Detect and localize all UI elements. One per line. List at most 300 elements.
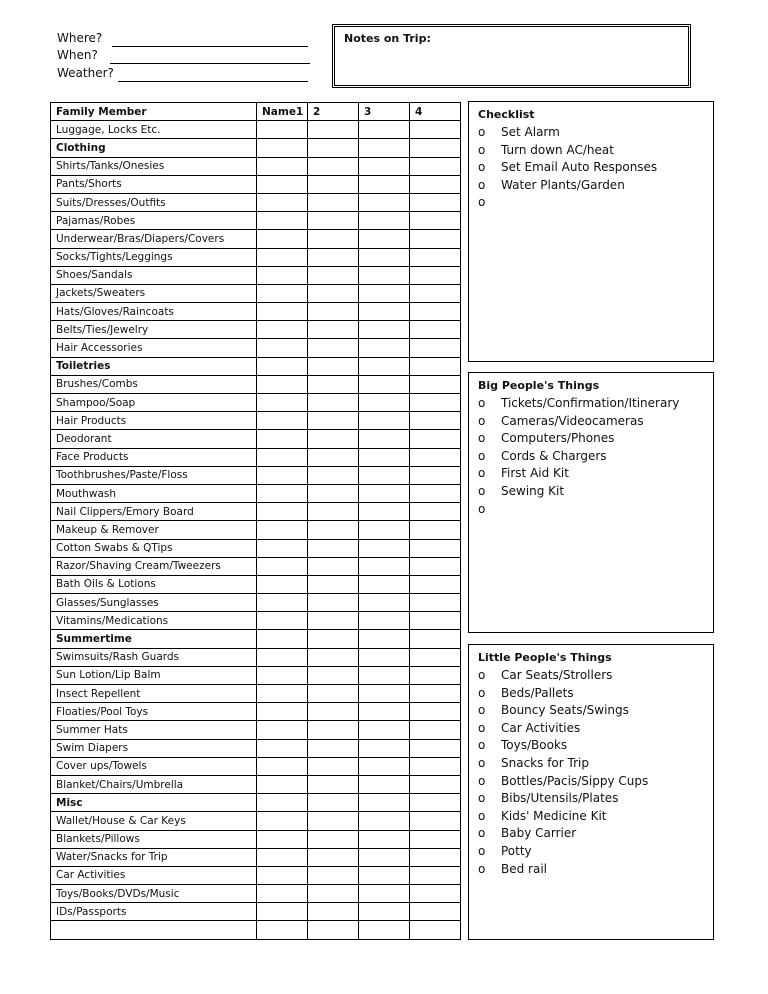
check-cell[interactable]	[308, 193, 359, 211]
item-label: Cotton Swabs & QTips	[51, 539, 257, 557]
check-cell[interactable]	[410, 339, 461, 357]
check-cell[interactable]	[257, 575, 308, 593]
list-item-label: Computers/Phones	[501, 431, 615, 446]
check-cell[interactable]	[359, 466, 410, 484]
check-cell[interactable]	[308, 794, 359, 812]
check-cell[interactable]	[257, 775, 308, 793]
check-cell[interactable]	[410, 866, 461, 884]
check-cell[interactable]	[257, 394, 308, 412]
check-cell[interactable]	[257, 612, 308, 630]
item-label: Underwear/Bras/Diapers/Covers	[51, 230, 257, 248]
check-cell[interactable]	[308, 848, 359, 866]
check-cell[interactable]	[257, 539, 308, 557]
list-item[interactable]	[478, 808, 713, 826]
check-cell[interactable]	[410, 666, 461, 684]
check-cell[interactable]	[308, 812, 359, 830]
check-cell[interactable]	[359, 830, 410, 848]
table-row	[51, 430, 461, 448]
table-row	[51, 775, 461, 793]
check-cell[interactable]	[257, 266, 308, 284]
notes-on-trip-box[interactable]	[332, 24, 691, 88]
check-cell[interactable]	[308, 357, 359, 375]
check-cell[interactable]	[257, 230, 308, 248]
list-item-label: Snacks for Trip	[501, 755, 589, 770]
list-item-label: Car Seats/Strollers	[501, 668, 613, 682]
bullet-icon: o	[478, 843, 486, 858]
list-item[interactable]	[478, 124, 713, 142]
check-cell[interactable]	[359, 630, 410, 648]
bullet-icon: o	[478, 720, 486, 735]
check-cell[interactable]	[308, 394, 359, 412]
check-cell[interactable]	[410, 775, 461, 793]
list-item[interactable]	[478, 501, 713, 519]
check-cell[interactable]	[359, 739, 410, 757]
check-cell[interactable]	[410, 739, 461, 757]
check-cell[interactable]	[410, 175, 461, 193]
check-cell[interactable]	[410, 484, 461, 502]
check-cell[interactable]	[410, 448, 461, 466]
check-cell[interactable]	[359, 121, 410, 139]
check-cell[interactable]	[359, 666, 410, 684]
list-item[interactable]	[478, 843, 713, 861]
item-label: Car Activities	[51, 866, 257, 884]
list-item[interactable]	[478, 177, 713, 195]
item-label: IDs/Passports	[51, 903, 257, 921]
where-line[interactable]	[112, 33, 308, 47]
check-cell[interactable]	[257, 357, 308, 375]
check-cell[interactable]	[257, 830, 308, 848]
item-label: Water/Snacks for Trip	[51, 848, 257, 866]
check-cell[interactable]	[410, 757, 461, 775]
check-cell[interactable]	[257, 466, 308, 484]
check-cell[interactable]	[359, 721, 410, 739]
check-cell[interactable]	[359, 266, 410, 284]
check-cell[interactable]	[359, 775, 410, 793]
check-cell[interactable]	[410, 721, 461, 739]
check-cell[interactable]	[359, 157, 410, 175]
check-cell[interactable]	[308, 739, 359, 757]
check-cell[interactable]	[308, 775, 359, 793]
check-cell[interactable]	[410, 248, 461, 266]
check-cell[interactable]	[359, 212, 410, 230]
check-cell[interactable]	[308, 175, 359, 193]
check-cell[interactable]	[257, 648, 308, 666]
list-item[interactable]	[478, 773, 713, 791]
check-cell[interactable]	[410, 121, 461, 139]
check-cell[interactable]	[410, 466, 461, 484]
check-cell[interactable]	[257, 721, 308, 739]
list-item-label: Turn down AC/heat	[501, 142, 614, 157]
list-item[interactable]	[478, 702, 713, 720]
check-cell[interactable]	[359, 412, 410, 430]
table-row	[51, 266, 461, 284]
list-item[interactable]	[478, 413, 713, 431]
check-cell[interactable]	[359, 648, 410, 666]
list-item[interactable]	[478, 825, 713, 843]
check-cell[interactable]	[308, 721, 359, 739]
check-cell[interactable]	[308, 448, 359, 466]
list-item-label: Sewing Kit	[501, 483, 565, 498]
check-cell[interactable]	[257, 321, 308, 339]
bullet-icon: o	[478, 466, 486, 481]
check-cell[interactable]	[359, 375, 410, 393]
where-field[interactable]	[57, 29, 310, 47]
check-cell[interactable]	[410, 685, 461, 703]
bullet-icon: o	[478, 861, 486, 876]
check-cell[interactable]	[359, 430, 410, 448]
table-row	[51, 539, 461, 557]
item-label: Glasses/Sunglasses	[51, 594, 257, 612]
trip-info-fields	[57, 29, 310, 82]
check-cell[interactable]	[257, 885, 308, 903]
check-cell[interactable]	[308, 339, 359, 357]
list-item-label: Cameras/Videocameras	[501, 413, 644, 428]
check-cell[interactable]	[410, 430, 461, 448]
check-cell[interactable]	[257, 739, 308, 757]
check-cell[interactable]	[308, 121, 359, 139]
check-cell[interactable]	[308, 666, 359, 684]
check-cell[interactable]	[308, 703, 359, 721]
check-cell[interactable]	[257, 703, 308, 721]
list-item[interactable]	[478, 720, 713, 738]
check-cell[interactable]	[308, 430, 359, 448]
check-cell[interactable]	[308, 885, 359, 903]
check-cell[interactable]	[308, 466, 359, 484]
check-cell[interactable]	[410, 648, 461, 666]
item-label: Pants/Shorts	[51, 175, 257, 193]
table-row	[51, 721, 461, 739]
list-item[interactable]	[478, 737, 713, 755]
check-cell[interactable]	[257, 630, 308, 648]
check-cell[interactable]	[257, 139, 308, 157]
check-cell[interactable]	[410, 303, 461, 321]
list-item[interactable]	[478, 395, 713, 413]
check-cell[interactable]	[308, 248, 359, 266]
table-row	[51, 739, 461, 757]
check-cell[interactable]	[308, 230, 359, 248]
item-label: Belts/Ties/Jewelry	[51, 321, 257, 339]
check-cell[interactable]	[410, 703, 461, 721]
weather-field[interactable]	[57, 64, 310, 82]
table-row	[51, 466, 461, 484]
check-cell[interactable]	[359, 685, 410, 703]
bullet-icon: o	[478, 177, 486, 192]
list-item-label: Bibs/Utensils/Plates	[501, 791, 619, 806]
check-cell[interactable]	[359, 284, 410, 302]
check-cell[interactable]	[359, 594, 410, 612]
check-cell[interactable]	[308, 575, 359, 593]
check-cell[interactable]	[257, 848, 308, 866]
check-cell[interactable]	[308, 539, 359, 557]
check-cell[interactable]	[359, 557, 410, 575]
check-cell[interactable]	[359, 866, 410, 884]
check-cell[interactable]	[308, 321, 359, 339]
check-cell[interactable]	[308, 757, 359, 775]
bullet-icon: o	[478, 501, 486, 516]
check-cell[interactable]	[359, 539, 410, 557]
check-cell[interactable]	[308, 612, 359, 630]
item-label: Bath Oils & Lotions	[51, 575, 257, 593]
bullet-icon: o	[478, 685, 486, 700]
list-item-label: Water Plants/Garden	[501, 177, 625, 192]
item-label: Brushes/Combs	[51, 375, 257, 393]
check-cell[interactable]	[410, 594, 461, 612]
section-label: Summertime	[51, 630, 257, 648]
bullet-icon: o	[478, 791, 486, 806]
bullet-icon: o	[478, 413, 486, 428]
table-row	[51, 321, 461, 339]
list-item[interactable]	[478, 483, 713, 501]
check-cell[interactable]	[359, 448, 410, 466]
check-cell[interactable]	[257, 212, 308, 230]
check-cell[interactable]	[359, 175, 410, 193]
check-cell[interactable]	[410, 539, 461, 557]
item-label	[51, 921, 257, 939]
check-cell[interactable]	[257, 812, 308, 830]
item-label: Wallet/House & Car Keys	[51, 812, 257, 830]
check-cell[interactable]	[308, 212, 359, 230]
check-cell[interactable]	[257, 412, 308, 430]
item-label: Swimsuits/Rash Guards	[51, 648, 257, 666]
section-label: Misc	[51, 794, 257, 812]
check-cell[interactable]	[308, 484, 359, 502]
check-cell[interactable]	[308, 830, 359, 848]
item-label: Toys/Books/DVDs/Music	[51, 885, 257, 903]
list-item[interactable]	[478, 159, 713, 177]
bullet-icon: o	[478, 160, 486, 175]
item-label: Jackets/Sweaters	[51, 284, 257, 302]
check-cell[interactable]	[257, 521, 308, 539]
table-row	[51, 612, 461, 630]
check-cell[interactable]	[410, 830, 461, 848]
list-item[interactable]	[478, 667, 713, 685]
check-cell[interactable]	[257, 175, 308, 193]
list-item[interactable]	[478, 430, 713, 448]
bullet-icon: o	[478, 396, 486, 410]
check-cell[interactable]	[359, 612, 410, 630]
check-cell[interactable]	[257, 557, 308, 575]
list-item-label: Baby Carrier	[501, 826, 577, 841]
table-row	[51, 557, 461, 575]
check-cell[interactable]	[359, 139, 410, 157]
list-item[interactable]	[478, 142, 713, 160]
check-cell[interactable]	[410, 139, 461, 157]
check-cell[interactable]	[359, 703, 410, 721]
check-cell[interactable]	[308, 594, 359, 612]
item-label: Hats/Gloves/Raincoats	[51, 303, 257, 321]
check-cell[interactable]	[410, 794, 461, 812]
check-cell[interactable]	[359, 303, 410, 321]
check-cell[interactable]	[308, 866, 359, 884]
bullet-icon: o	[478, 448, 486, 463]
check-cell[interactable]	[410, 921, 461, 939]
check-cell[interactable]	[257, 339, 308, 357]
check-cell[interactable]	[257, 903, 308, 921]
check-cell[interactable]	[359, 339, 410, 357]
bullet-icon: o	[478, 195, 486, 210]
table-row	[51, 503, 461, 521]
list-item-label: Toys/Books	[501, 738, 568, 753]
check-cell[interactable]	[410, 521, 461, 539]
when-field[interactable]	[57, 47, 310, 65]
check-cell[interactable]	[410, 885, 461, 903]
table-row	[51, 412, 461, 430]
check-cell[interactable]	[359, 521, 410, 539]
check-cell[interactable]	[308, 921, 359, 939]
section-row	[51, 357, 461, 375]
bullet-icon: o	[478, 483, 486, 498]
checklist-list	[469, 124, 713, 212]
checklist-box	[468, 101, 714, 362]
item-label: Blanket/Chairs/Umbrella	[51, 775, 257, 793]
item-label: Hair Products	[51, 412, 257, 430]
check-cell[interactable]	[410, 357, 461, 375]
check-cell[interactable]	[257, 921, 308, 939]
check-cell[interactable]	[410, 394, 461, 412]
check-cell[interactable]	[257, 430, 308, 448]
check-cell[interactable]	[359, 230, 410, 248]
check-cell[interactable]	[359, 921, 410, 939]
item-label: Shampoo/Soap	[51, 394, 257, 412]
check-cell[interactable]	[257, 666, 308, 684]
check-cell[interactable]	[257, 193, 308, 211]
check-cell[interactable]	[410, 412, 461, 430]
check-cell[interactable]	[410, 193, 461, 211]
check-cell[interactable]	[359, 903, 410, 921]
list-item[interactable]	[478, 685, 713, 703]
check-cell[interactable]	[359, 812, 410, 830]
check-cell[interactable]	[308, 903, 359, 921]
check-cell[interactable]	[257, 503, 308, 521]
check-cell[interactable]	[359, 321, 410, 339]
list-item[interactable]	[478, 861, 713, 879]
check-cell[interactable]	[257, 248, 308, 266]
check-cell[interactable]	[257, 794, 308, 812]
list-item[interactable]	[478, 790, 713, 808]
check-cell[interactable]	[257, 284, 308, 302]
check-cell[interactable]	[257, 757, 308, 775]
check-cell[interactable]	[359, 484, 410, 502]
check-cell[interactable]	[308, 284, 359, 302]
check-cell[interactable]	[257, 685, 308, 703]
table-row	[51, 866, 461, 884]
check-cell[interactable]	[410, 212, 461, 230]
column-header-person-1: Name1	[257, 103, 308, 121]
check-cell[interactable]	[359, 248, 410, 266]
check-cell[interactable]	[308, 412, 359, 430]
item-label: Cover ups/Towels	[51, 757, 257, 775]
table-header-row	[51, 103, 461, 121]
check-cell[interactable]	[308, 157, 359, 175]
check-cell[interactable]	[359, 575, 410, 593]
list-item-label: Car Activities	[501, 720, 581, 735]
list-item[interactable]	[478, 755, 713, 773]
item-label: Shirts/Tanks/Onesies	[51, 157, 257, 175]
section-row	[51, 139, 461, 157]
check-cell[interactable]	[359, 357, 410, 375]
check-cell[interactable]	[410, 575, 461, 593]
check-cell[interactable]	[257, 157, 308, 175]
item-label: Mouthwash	[51, 484, 257, 502]
check-cell[interactable]	[308, 648, 359, 666]
check-cell[interactable]	[257, 448, 308, 466]
check-cell[interactable]	[359, 394, 410, 412]
check-cell[interactable]	[359, 794, 410, 812]
check-cell[interactable]	[410, 230, 461, 248]
item-label: Vitamins/Medications	[51, 612, 257, 630]
little-people-title: Little People's Things	[478, 651, 612, 664]
check-cell[interactable]	[410, 848, 461, 866]
check-cell[interactable]	[359, 503, 410, 521]
check-cell[interactable]	[308, 557, 359, 575]
table-row	[51, 885, 461, 903]
check-cell[interactable]	[308, 375, 359, 393]
check-cell[interactable]	[308, 503, 359, 521]
column-header-person-2: 2	[308, 103, 359, 121]
table-row	[51, 575, 461, 593]
check-cell[interactable]	[359, 848, 410, 866]
check-cell[interactable]	[308, 685, 359, 703]
item-label: Razor/Shaving Cream/Tweezers	[51, 557, 257, 575]
check-cell[interactable]	[410, 612, 461, 630]
table-row	[51, 666, 461, 684]
check-cell[interactable]	[410, 557, 461, 575]
check-cell[interactable]	[359, 885, 410, 903]
check-cell[interactable]	[410, 375, 461, 393]
check-cell[interactable]	[308, 303, 359, 321]
check-cell[interactable]	[410, 630, 461, 648]
list-item-label: First Aid Kit	[501, 466, 569, 481]
weather-label: Weather?	[57, 65, 114, 80]
bullet-icon: o	[478, 826, 486, 841]
check-cell[interactable]	[359, 757, 410, 775]
when-line[interactable]	[110, 50, 310, 64]
bullet-icon: o	[478, 738, 486, 753]
check-cell[interactable]	[410, 157, 461, 175]
table-row	[51, 230, 461, 248]
list-item[interactable]	[478, 465, 713, 483]
check-cell[interactable]	[410, 903, 461, 921]
check-cell[interactable]	[257, 866, 308, 884]
check-cell[interactable]	[257, 303, 308, 321]
list-item[interactable]	[478, 448, 713, 466]
check-cell[interactable]	[308, 521, 359, 539]
check-cell[interactable]	[410, 503, 461, 521]
table-row	[51, 921, 461, 939]
check-cell[interactable]	[410, 321, 461, 339]
list-item-label: Bottles/Pacis/Sippy Cups	[501, 773, 649, 788]
check-cell[interactable]	[257, 121, 308, 139]
check-cell[interactable]	[410, 284, 461, 302]
list-item-label: Tickets/Confirmation/Itinerary	[501, 396, 680, 410]
check-cell[interactable]	[308, 139, 359, 157]
check-cell[interactable]	[257, 484, 308, 502]
check-cell[interactable]	[257, 594, 308, 612]
list-item[interactable]	[478, 194, 713, 212]
table-row	[51, 339, 461, 357]
check-cell[interactable]	[359, 193, 410, 211]
item-label: Suits/Dresses/Outfits	[51, 193, 257, 211]
table-row	[51, 594, 461, 612]
check-cell[interactable]	[308, 630, 359, 648]
check-cell[interactable]	[410, 812, 461, 830]
check-cell[interactable]	[410, 266, 461, 284]
check-cell[interactable]	[257, 375, 308, 393]
bullet-icon: o	[478, 125, 486, 139]
weather-line[interactable]	[118, 68, 308, 82]
check-cell[interactable]	[308, 266, 359, 284]
big-people-title: Big People's Things	[478, 379, 600, 392]
